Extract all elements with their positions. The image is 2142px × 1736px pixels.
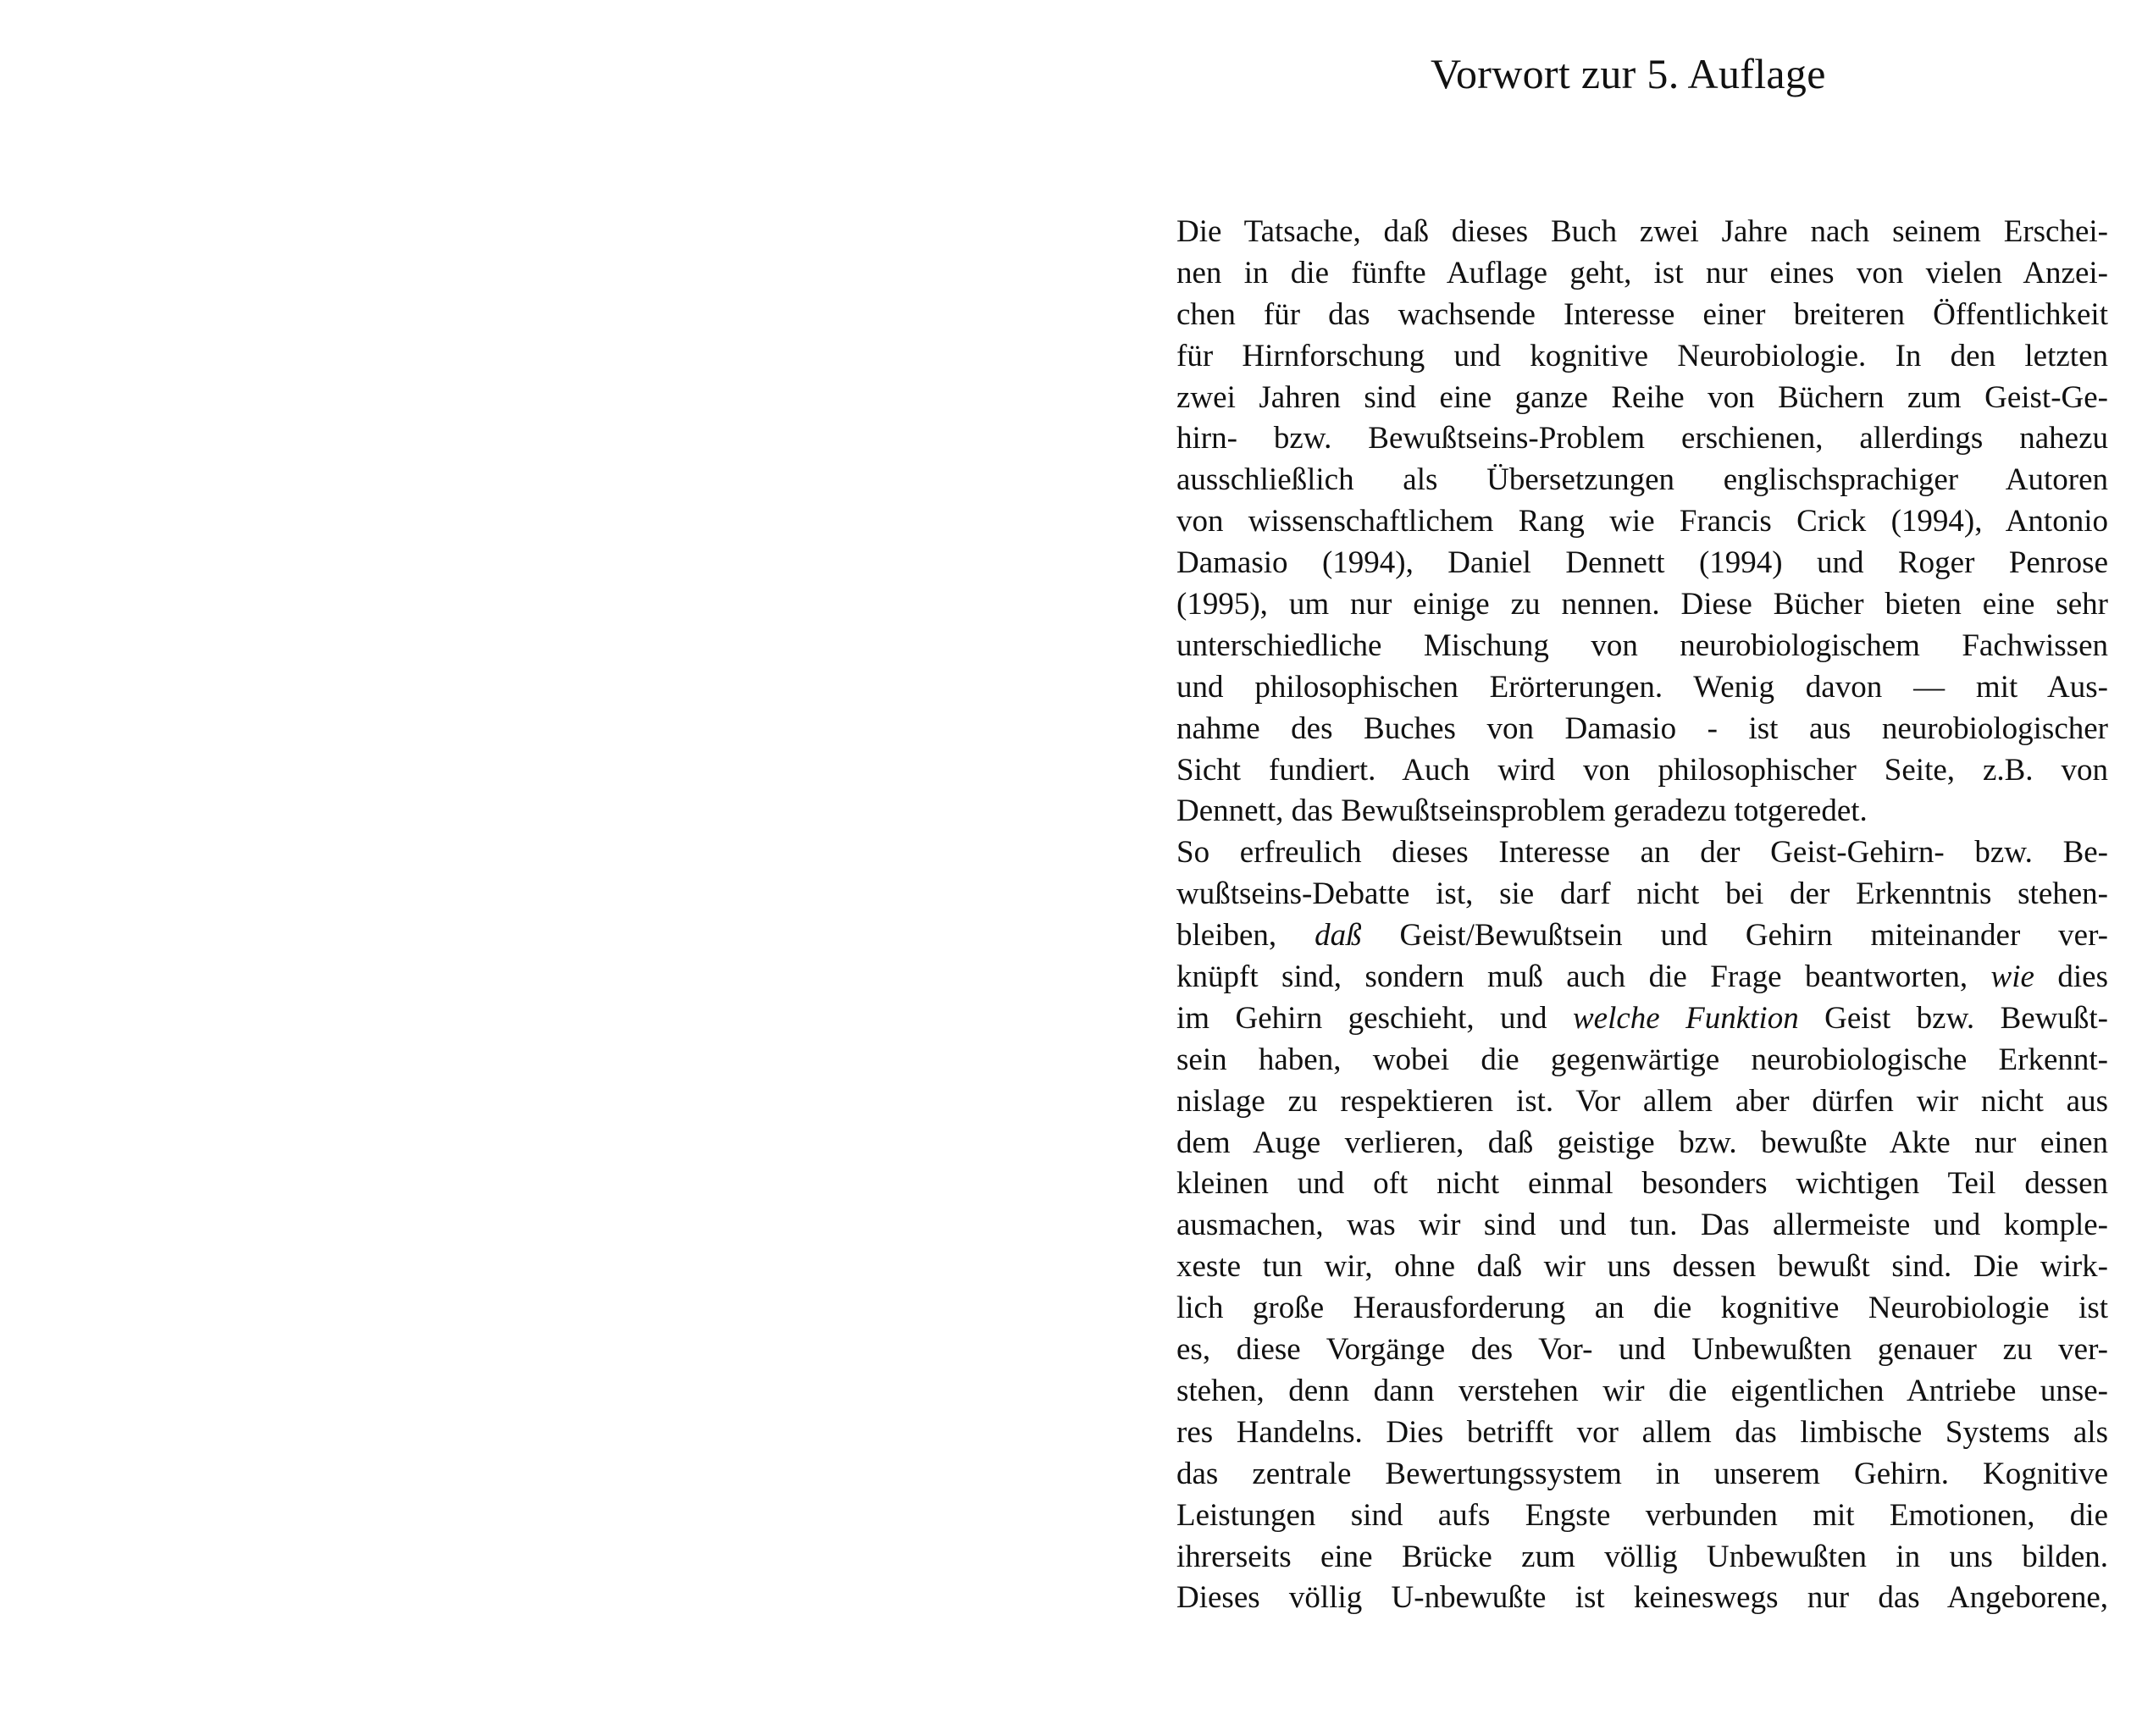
text-line — [1176, 1081, 2108, 1123]
text-run: nahme des Buches von Damasio - ist aus neurobiologischer — [1176, 710, 2108, 746]
text-run: Geist/Bewußtsein und Gehirn miteinander ver- — [1361, 918, 2108, 954]
text-line — [1176, 1330, 2108, 1371]
text-line — [1176, 626, 2108, 667]
text-run: unterschiedliche Mischung von neurobiologischem Fachwissen — [1176, 628, 2108, 663]
text-run: Leistungen sind aufs Engste verbunden mit Emotionen, die — [1176, 1497, 2108, 1533]
text-run: von wissenschaftlichem Rang wie Francis Crick (1994), Antonio — [1176, 504, 2108, 539]
text-line — [1176, 1164, 2108, 1205]
text-line — [1176, 1123, 2108, 1164]
text-line — [1176, 253, 2108, 295]
text-run: stehen, denn dann verstehen wir die eigentlichen Antriebe unse- — [1176, 1373, 2108, 1408]
emphasis-text: daß — [1315, 918, 1362, 954]
text-line — [1176, 378, 2108, 419]
text-line — [1176, 501, 2108, 543]
text-line — [1176, 1247, 2108, 1288]
text-line — [1176, 1288, 2108, 1330]
text-line — [1176, 709, 2108, 750]
text-line — [1176, 998, 2108, 1040]
text-run: bleiben, — [1176, 918, 1315, 954]
text-line — [1176, 418, 2108, 460]
text-run: Sicht fundiert. Auch wird von philosophischer Seite, z.B. von — [1176, 752, 2108, 788]
text-run: und philosophischen Erörterungen. Wenig davon — mit Aus- — [1176, 669, 2108, 705]
text-run: knüpft sind, sondern muß auch die Frage beantworten, — [1176, 959, 1991, 995]
text-run: wußtseins-Debatte ist, sie darf nicht bei der Erkenntnis stehen- — [1176, 876, 2108, 912]
right-page — [1071, 0, 2142, 1736]
emphasis-text: welche Funktion — [1572, 1000, 1799, 1036]
text-run: nen in die fünfte Auflage geht, ist nur eines von vielen Anzei- — [1176, 255, 2108, 290]
text-line — [1176, 667, 2108, 709]
chapter-title: Vorwort zur 5. Auflage — [1431, 50, 1826, 97]
text-line — [1176, 1496, 2108, 1537]
text-line — [1176, 1205, 2108, 1247]
text-line — [1176, 1454, 2108, 1496]
text-line — [1176, 1578, 2108, 1619]
text-line — [1176, 957, 2108, 998]
text-line — [1176, 832, 2108, 874]
text-line — [1176, 750, 2108, 792]
text-run: chen für das wachsende Interesse einer breiteren Öffentlichkeit — [1176, 296, 2108, 332]
text-run: dem Auge verlieren, daß geistige bzw. bewußte Akte nur einen — [1176, 1125, 2108, 1160]
emphasis-text: wie — [1990, 959, 2034, 995]
text-run: für Hirnforschung und kognitive Neurobiologie. In den letzten — [1176, 338, 2108, 373]
text-run: Die Tatsache, daß dieses Buch zwei Jahre nach seinem Erschei- — [1176, 214, 2108, 249]
text-run: Dieses völlig U-nbewußte ist keineswegs nur das Angeborene, — [1176, 1580, 2108, 1616]
text-line — [1176, 791, 2108, 832]
text-run: Geist bzw. Bewußt- — [1798, 1000, 2108, 1036]
text-run: nislage zu respektieren ist. Vor allem aber dürfen wir nicht aus — [1176, 1083, 2108, 1119]
text-run: das zentrale Bewertungssystem in unserem Gehirn. Kognitive — [1176, 1456, 2108, 1491]
text-run: im Gehirn geschieht, und — [1176, 1000, 1573, 1036]
text-run: lich große Herausforderung an die kognitive Neurobiologie ist — [1176, 1291, 2108, 1326]
body-text — [1176, 212, 2108, 1619]
text-line — [1176, 460, 2108, 501]
text-line — [1176, 295, 2108, 336]
text-run: Dennett, das Bewußtseinsproblem geradezu totgeredet. — [1176, 793, 1868, 829]
text-line — [1176, 212, 2108, 253]
text-line — [1176, 1413, 2108, 1454]
text-line — [1176, 584, 2108, 626]
text-line — [1176, 1537, 2108, 1578]
text-run: kleinen und oft nicht einmal besonders wichtigen Teil dessen — [1176, 1166, 2108, 1202]
text-run: sein haben, wobei die gegenwärtige neurobiologische Erkennt- — [1176, 1042, 2108, 1077]
text-run: res Handelns. Dies betrifft vor allem das limbische Systems als — [1176, 1414, 2108, 1450]
text-line — [1176, 874, 2108, 915]
text-run: ihrerseits eine Brücke zum völlig Unbewußten in uns bilden. — [1176, 1539, 2108, 1574]
text-run: es, diese Vorgänge des Vor- und Unbewußten genauer zu ver- — [1176, 1332, 2108, 1368]
text-line — [1176, 1040, 2108, 1081]
text-run: So erfreulich dieses Interesse an der Geist-Gehirn- bzw. Be- — [1176, 835, 2108, 871]
text-run: (1995), um nur einige zu nennen. Diese Bücher bieten eine sehr — [1176, 587, 2108, 622]
text-run: ausschließlich als Übersetzungen englischsprachiger Autoren — [1176, 462, 2108, 498]
text-run: ausmachen, was wir sind und tun. Das allermeiste und komple- — [1176, 1208, 2108, 1243]
text-run: dies — [2034, 959, 2108, 995]
text-run: Damasio (1994), Daniel Dennett (1994) und Roger Penrose — [1176, 545, 2108, 581]
text-line — [1176, 915, 2108, 957]
text-line — [1176, 1371, 2108, 1413]
text-run: hirn- bzw. Bewußtseins-Problem erschienen, allerdings nahezu — [1176, 421, 2108, 456]
text-run: zwei Jahren sind eine ganze Reihe von Büchern zum Geist-Ge- — [1176, 379, 2108, 415]
text-run: xeste tun wir, ohne daß wir uns dessen bewußt sind. Die wirk- — [1176, 1249, 2108, 1285]
text-line — [1176, 336, 2108, 378]
text-line — [1176, 543, 2108, 584]
